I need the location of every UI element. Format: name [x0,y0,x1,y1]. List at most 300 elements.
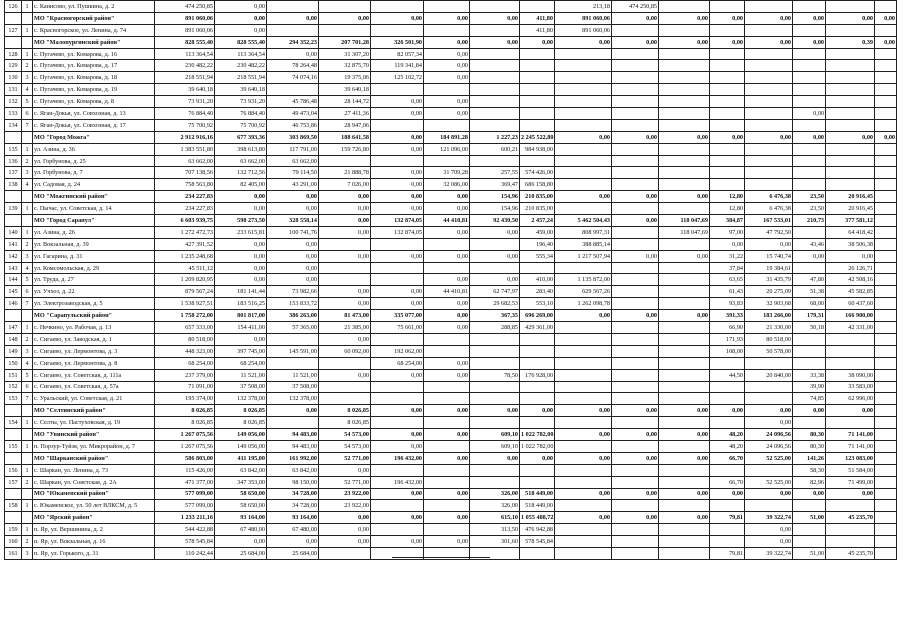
row-sub-number: 1 [22,1,33,13]
value-cell [659,369,710,381]
value-cell: 0,00 [659,405,710,417]
value-cell: 47 792,50 [745,226,793,238]
value-cell [612,155,659,167]
value-cell: 66,70 [710,452,745,464]
value-cell: 1 055 488,72 [520,512,555,524]
value-cell: 2 457,24 [520,215,555,227]
value-cell [612,143,659,155]
value-cell [659,345,710,357]
value-cell: 0,00 [319,191,371,203]
value-cell: 82,96 [793,476,826,488]
row-number: 152 [5,381,22,393]
value-cell: 132 712,56 [215,167,267,179]
value-cell: 1 227,23 [470,131,520,143]
row-sub-number: 1 [22,24,33,36]
value-cell: 0,00 [612,488,659,500]
value-cell [745,143,793,155]
value-cell [470,108,520,120]
value-cell: 0,00 [745,417,793,429]
value-cell: 0,00 [267,48,319,60]
value-cell: 609,10 [470,429,520,441]
value-cell [520,84,555,96]
value-cell: 657 333,00 [155,322,215,334]
value-cell: 80 518,00 [155,333,215,345]
value-cell [659,524,710,536]
value-cell [424,381,470,393]
value-cell: 0,00 [371,298,424,310]
value-cell: 0,00 [215,333,267,345]
value-cell [470,84,520,96]
value-cell: 0,00 [826,12,875,24]
value-cell [793,60,826,72]
value-cell [793,179,826,191]
value-cell: 183 516,25 [215,298,267,310]
address-cell: с. Яган-Докья, ул. Совхозная, д. 13 [33,108,155,120]
value-cell: 74 074,16 [267,72,319,84]
value-cell [826,108,875,120]
row-number: 133 [5,108,22,120]
table-row [5,250,897,262]
row-sub-number: 1 [22,226,33,238]
address-cell: ул. Вокзальная, д. 39 [33,238,155,250]
value-cell: 93 164,00 [215,512,267,524]
value-cell [659,393,710,405]
value-cell: 0,00 [612,215,659,227]
value-cell: 11 521,00 [267,369,319,381]
value-cell: 518 449,00 [520,500,555,512]
value-cell: 1 267 075,56 [155,440,215,452]
value-cell: 117 791,00 [267,143,319,155]
value-cell [745,167,793,179]
row-sub-number: 7 [22,119,33,131]
value-cell: 0,00 [612,429,659,441]
table-row [5,119,897,131]
value-cell: 100 741,76 [267,226,319,238]
value-cell [710,167,745,179]
value-cell: 0,00 [371,440,424,452]
table-row [5,84,897,96]
value-cell [745,381,793,393]
value-cell [875,191,897,203]
value-cell [793,1,826,13]
value-cell: 0,00 [371,167,424,179]
value-cell [793,417,826,429]
value-cell [470,417,520,429]
value-cell: 0,00 [319,298,371,310]
value-cell: 0,00 [424,405,470,417]
value-cell [875,215,897,227]
value-cell [659,1,710,13]
value-cell [710,143,745,155]
value-cell [745,500,793,512]
value-cell: 326 501,90 [371,36,424,48]
value-cell [612,72,659,84]
value-cell [875,143,897,155]
value-cell [875,345,897,357]
value-cell [793,345,826,357]
value-cell [826,48,875,60]
value-cell: 0,00 [470,36,520,48]
value-cell: 8 026,85 [155,417,215,429]
value-cell: 98 150,00 [267,476,319,488]
value-cell: 20 840,00 [745,369,793,381]
value-cell [555,119,612,131]
value-cell [745,72,793,84]
value-cell: 66,70 [710,476,745,488]
value-cell: 555,34 [520,250,555,262]
value-cell: 0,00 [215,262,267,274]
value-cell: 63 662,00 [155,155,215,167]
row-number: 127 [5,24,22,36]
value-cell [710,60,745,72]
row-number [5,191,22,203]
value-cell [267,84,319,96]
value-cell: 113 364,54 [155,48,215,60]
value-cell [745,60,793,72]
value-cell: 0,00 [215,1,267,13]
value-cell: 0,00 [424,48,470,60]
value-cell: 12,80 [710,191,745,203]
value-cell: 119 341,84 [371,60,424,72]
row-sub-number [22,512,33,524]
row-number: 158 [5,500,22,512]
value-cell [875,512,897,524]
value-cell [659,322,710,334]
value-cell [793,84,826,96]
address-cell: ул. Азина, д. 26 [33,226,155,238]
value-cell: 677 393,36 [215,131,267,143]
value-cell: 459,00 [520,226,555,238]
value-cell: 47,80 [793,274,826,286]
value-cell [793,24,826,36]
value-cell [520,1,555,13]
value-cell [555,440,612,452]
value-cell: 0,00 [612,512,659,524]
value-cell [520,476,555,488]
value-cell [612,48,659,60]
value-cell: 0,00 [424,274,470,286]
value-cell [659,143,710,155]
address-cell: ул. Комсомольская, д. 29 [33,262,155,274]
value-cell [520,547,555,559]
address-cell: с. Пугачево, ул. Комарова, д. 18 [33,72,155,84]
value-cell: 154,96 [470,203,520,215]
value-cell [875,298,897,310]
value-cell: 195 374,00 [155,393,215,405]
value-cell [710,108,745,120]
value-cell: 0,00 [745,536,793,548]
district-name: МО "Шарканский район" [33,452,155,464]
value-cell: 67 480,00 [215,524,267,536]
table-row [5,536,897,548]
value-cell [520,96,555,108]
value-cell: 0,00 [659,310,710,322]
row-sub-number: 2 [22,476,33,488]
value-cell [659,108,710,120]
value-cell: 0,00 [470,12,520,24]
row-sub-number: 1 [22,203,33,215]
value-cell [710,500,745,512]
value-cell: 0,00 [875,131,897,143]
value-cell: 544 422,88 [155,524,215,536]
value-cell: 45 235,70 [826,512,875,524]
value-cell: 29 682,53 [470,298,520,310]
value-cell: 37,84 [710,262,745,274]
value-cell [555,167,612,179]
row-sub-number: 2 [22,238,33,250]
row-number: 135 [5,143,22,155]
address-cell: с. Пугачево, ул. Комарова, д. 17 [33,60,155,72]
value-cell [470,60,520,72]
address-cell: ул. Горбунова, д. 7 [33,167,155,179]
value-cell: 71 499,00 [826,476,875,488]
value-cell: 0,00 [745,524,793,536]
value-cell [710,381,745,393]
value-cell: 427 391,52 [155,238,215,250]
value-cell: 51,00 [793,547,826,559]
value-cell: 188 641,58 [319,131,371,143]
value-cell [793,357,826,369]
row-sub-number: 7 [22,393,33,405]
value-cell [659,333,710,345]
value-cell [520,155,555,167]
value-cell: 0,00 [470,226,520,238]
subtotal-row [5,405,897,417]
value-cell: 0,00 [826,250,875,262]
row-sub-number: 5 [22,274,33,286]
value-cell: 115 426,00 [155,464,215,476]
row-sub-number: 3 [22,345,33,357]
value-cell: 891 060,06 [155,24,215,36]
row-number [5,429,22,441]
row-sub-number: 2 [22,155,33,167]
district-name: МО "Увинский район" [33,429,155,441]
value-cell [555,547,612,559]
value-cell: 0,00 [659,191,710,203]
value-cell: 0,00 [659,131,710,143]
value-cell: 0,00 [267,405,319,417]
value-cell: 25 684,00 [267,547,319,559]
value-cell [371,262,424,274]
value-cell: 0,00 [710,131,745,143]
value-cell: 1 235 248,68 [155,250,215,262]
value-cell: 123 083,00 [826,452,875,464]
row-sub-number [22,429,33,441]
value-cell: 0,00 [267,262,319,274]
value-cell: 369,47 [470,179,520,191]
value-cell: 0,00 [710,488,745,500]
value-cell [875,108,897,120]
address-cell: с. Пугачево, ул. Комарова, д. 8 [33,96,155,108]
address-cell: п. Яр, ул. Вокзальная, д. 16 [33,536,155,548]
value-cell: 118 047,69 [659,215,710,227]
value-cell [612,286,659,298]
value-cell: 347 353,00 [215,476,267,488]
row-number: 126 [5,1,22,13]
value-cell: 210,73 [793,215,826,227]
value-cell: 81 473,00 [319,310,371,322]
register-table [4,0,897,560]
value-cell [555,96,612,108]
row-number: 150 [5,357,22,369]
value-cell: 52 525,00 [745,476,793,488]
subtotal-row [5,131,897,143]
value-cell: 574 426,00 [520,167,555,179]
table-row [5,226,897,238]
value-cell: 0,00 [520,405,555,417]
value-cell: 0,00 [659,12,710,24]
value-cell: 2 245 522,80 [520,131,555,143]
value-cell: 615,10 [470,512,520,524]
value-cell [710,84,745,96]
value-cell: 0,00 [520,36,555,48]
district-name: МО "Ярский район" [33,512,155,524]
value-cell [659,48,710,60]
value-cell [793,119,826,131]
value-cell: 68 254,00 [371,357,424,369]
address-cell: с. Юкаменское, ул. 50 лет ВЛКСМ, д. 5 [33,500,155,512]
value-cell: 0,00 [745,238,793,250]
value-cell: 367,35 [470,310,520,322]
value-cell [612,238,659,250]
value-cell [520,333,555,345]
register-rows [5,1,897,560]
row-sub-number: 3 [22,250,33,262]
value-cell [875,262,897,274]
address-cell: ул. Гагарина, д. 31 [33,250,155,262]
row-sub-number: 3 [22,547,33,559]
value-cell: 0,00 [555,405,612,417]
value-cell [793,500,826,512]
value-cell: 0,00 [612,452,659,464]
value-cell: 629 567,26 [555,286,612,298]
value-cell: 0,00 [424,60,470,72]
value-cell: 121 096,00 [424,143,470,155]
value-cell [371,393,424,405]
address-cell: ул. Учхоз, д. 22 [33,286,155,298]
value-cell: 80 518,00 [745,333,793,345]
value-cell: 6 603 939,75 [155,215,215,227]
row-sub-number: 2 [22,60,33,72]
address-cell: с. Шаркан, ул. Советская, д. 2А [33,476,155,488]
value-cell [659,238,710,250]
value-cell: 218 551,94 [215,72,267,84]
value-cell: 43 291,00 [267,179,319,191]
table-row [5,48,897,60]
value-cell [745,1,793,13]
value-cell: 50 578,00 [745,345,793,357]
value-cell: 891 060,06 [155,12,215,24]
value-cell [319,274,371,286]
value-cell [659,298,710,310]
value-cell [659,286,710,298]
value-cell [659,72,710,84]
value-cell [710,24,745,36]
value-cell: 2 912 916,16 [155,131,215,143]
value-cell [470,238,520,250]
address-cell: п. Яр, ул. Горького, д. 31 [33,547,155,559]
value-cell: 108,00 [710,345,745,357]
address-cell: с. Сигаево, ул. Советская, д. 57а [33,381,155,393]
value-cell [793,262,826,274]
value-cell [826,143,875,155]
row-number: 151 [5,369,22,381]
row-sub-number: 1 [22,500,33,512]
row-sub-number [22,405,33,417]
value-cell: 63,65 [710,274,745,286]
value-cell [555,60,612,72]
value-cell: 891 060,06 [555,24,612,36]
value-cell [612,345,659,357]
value-cell: 257,55 [470,167,520,179]
value-cell [875,452,897,464]
value-cell: 0,00 [875,36,897,48]
value-cell: 82 057,34 [371,48,424,60]
value-cell [470,24,520,36]
value-cell: 230 482,22 [155,60,215,72]
value-cell: 0,00 [659,429,710,441]
value-cell [371,84,424,96]
value-cell [745,119,793,131]
row-sub-number: 4 [22,357,33,369]
value-cell: 0,00 [319,464,371,476]
value-cell: 1 538 927,51 [155,298,215,310]
value-cell [826,155,875,167]
value-cell [826,167,875,179]
value-cell [612,274,659,286]
value-cell: 60 437,60 [826,298,875,310]
value-cell: 153 833,72 [267,298,319,310]
value-cell [875,179,897,191]
value-cell [826,119,875,131]
value-cell: 8 026,85 [215,405,267,417]
value-cell: 38 506,38 [826,238,875,250]
value-cell [612,108,659,120]
value-cell [826,333,875,345]
value-cell: 39 322,74 [745,547,793,559]
value-cell: 0,00 [555,452,612,464]
value-cell: 0,00 [371,131,424,143]
value-cell [520,393,555,405]
value-cell: 0,00 [267,274,319,286]
value-cell: 74,85 [793,393,826,405]
value-cell [875,381,897,393]
value-cell [793,155,826,167]
value-cell: 578 545,84 [520,536,555,548]
value-cell: 686 158,80 [520,179,555,191]
value-cell: 32 086,00 [424,179,470,191]
register-sheet [4,0,896,560]
row-number: 149 [5,345,22,357]
table-row [5,357,897,369]
row-number [5,452,22,464]
value-cell: 21 330,00 [745,322,793,334]
value-cell [371,500,424,512]
value-cell: 0,00 [612,405,659,417]
value-cell: 0,00 [424,191,470,203]
value-cell: 0,00 [267,250,319,262]
value-cell [710,464,745,476]
value-cell: 0,00 [555,429,612,441]
value-cell: 0,00 [424,203,470,215]
value-cell: 0,00 [319,215,371,227]
value-cell: 553,10 [520,298,555,310]
address-cell: с. Пычас, ул. Советская, д. 14 [33,203,155,215]
value-cell: 0,00 [555,191,612,203]
value-cell [612,524,659,536]
value-cell: 474 250,85 [155,1,215,13]
row-number: 147 [5,322,22,334]
